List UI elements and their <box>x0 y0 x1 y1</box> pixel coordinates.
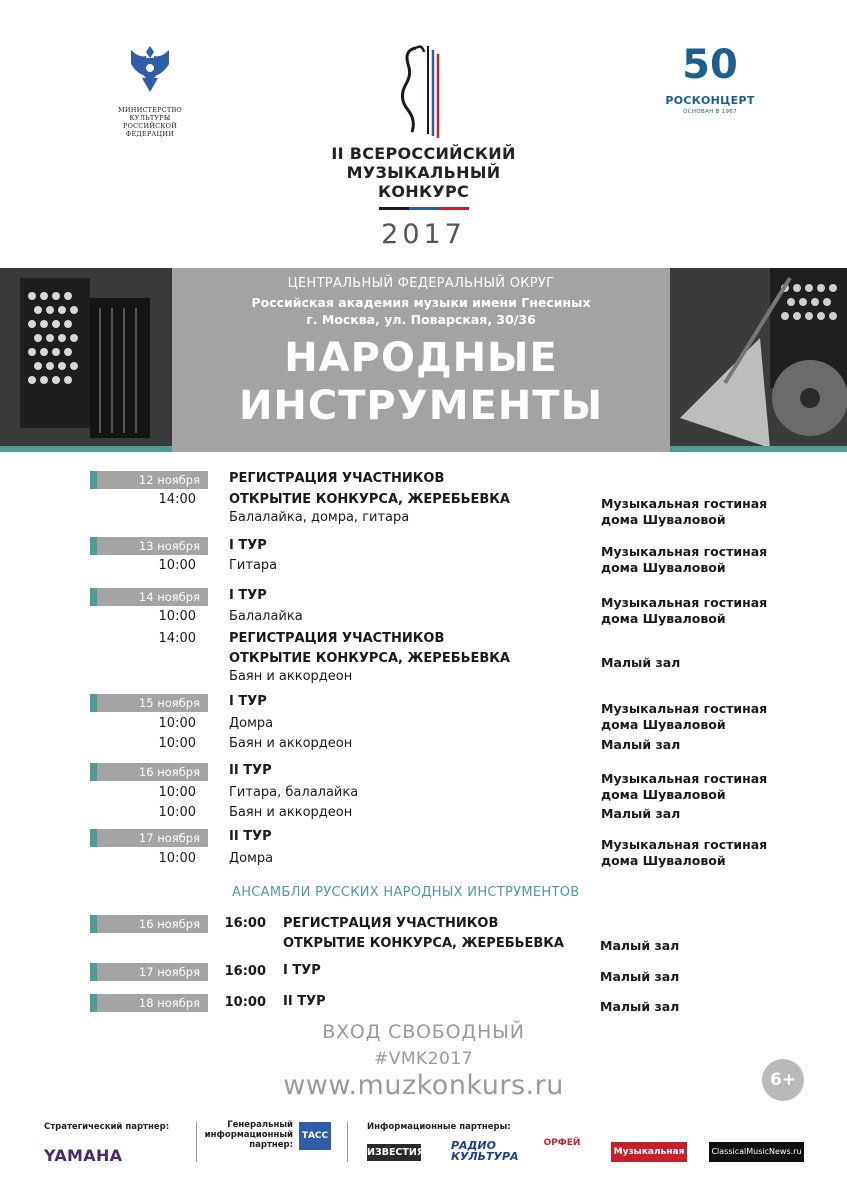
location: Малый зал <box>600 999 680 1014</box>
location-line-1: Музыкальная гостиная <box>601 701 768 716</box>
banner-title-panel <box>172 268 670 452</box>
location <box>601 544 767 575</box>
location-line-1: Музыкальная гостиная <box>601 837 768 852</box>
event-detail: Балалайка, домра, гитара <box>229 510 410 525</box>
event-detail: Домра <box>229 851 274 866</box>
location-line-2: дома Шуваловой <box>601 610 726 626</box>
classical-music-news-logo: ClassicalMusicNews.ru <box>709 1142 804 1162</box>
banner-strip-right <box>670 446 847 452</box>
event: I ТУР <box>229 588 267 603</box>
ministry-logo <box>100 40 200 138</box>
muzykalnaya-zhizn-logo: Музыкальная жизнь <box>611 1142 687 1162</box>
rosconcert-logo <box>660 42 760 115</box>
contest-year: 2017 <box>381 219 466 250</box>
location <box>601 837 767 868</box>
event-detail: Домра <box>229 716 274 731</box>
event: ОТКРЫТИЕ КОНКУРСА, ЖЕРЕБЬЕВКА <box>229 651 510 666</box>
event-time: 16:00 <box>224 964 266 979</box>
date-label: 14 ноября <box>90 588 208 606</box>
location: Малый зал <box>601 655 681 670</box>
event-time: 16:00 <box>224 916 266 931</box>
location <box>601 771 767 802</box>
radio-kultura-logo <box>451 1140 519 1162</box>
banner-strip-left <box>0 446 172 452</box>
event-detail: Баян и аккордеон <box>229 736 353 751</box>
event: I ТУР <box>283 963 321 978</box>
location: Малый зал <box>600 938 680 953</box>
category-title-line-2: ИНСТРУМЕНТЫ <box>238 383 604 429</box>
venue: Российская академия музыки имени Гнесиных <box>251 295 591 310</box>
tass-logo: ТАСС <box>299 1122 331 1150</box>
radio-kultura-line-1: РАДИО <box>451 1139 496 1152</box>
event-time: 10:00 <box>224 995 266 1010</box>
event: I ТУР <box>229 538 267 553</box>
event: ОТКРЫТИЕ КОНКУРСА, ЖЕРЕБЬЕВКА <box>283 936 564 951</box>
ensembles-title: АНСАМБЛИ РУССКИХ НАРОДНЫХ ИНСТРУМЕНТОВ <box>232 885 580 900</box>
yamaha-logo: YAMAHA <box>44 1146 123 1165</box>
double-headed-eagle-icon <box>127 40 173 96</box>
location-line-1: Музыкальная гостиная <box>601 771 768 786</box>
general-partner-label-2: информационный <box>204 1130 293 1140</box>
rosconcert-name: РОСКОНЦЕРТ <box>665 94 755 107</box>
contest-title-line-1: II ВСЕРОССИЙСКИЙ <box>331 144 516 163</box>
event-time: 10:00 <box>158 805 196 820</box>
date-label: 16 ноября <box>90 763 208 781</box>
event: РЕГИСТРАЦИЯ УЧАСТНИКОВ <box>283 916 499 931</box>
orfei-logo: ОРФЕЙ <box>543 1138 581 1148</box>
date-label: 12 ноября <box>90 471 208 489</box>
event-time: 10:00 <box>158 716 196 731</box>
district: ЦЕНТРАЛЬНЫЙ ФЕДЕРАЛЬНЫЙ ОКРУГ <box>287 276 555 291</box>
location-line-2: дома Шуваловой <box>601 716 726 732</box>
location-line-1: Музыкальная гостиная <box>601 544 768 559</box>
location-line-1: Музыкальная гостиная <box>601 595 768 610</box>
website-link[interactable]: www.muzkonkurs.ru <box>283 1070 564 1101</box>
location <box>601 595 767 626</box>
tricolor-bar <box>379 207 469 210</box>
strategic-partner-label: Стратегический партнер: <box>44 1122 170 1132</box>
location <box>601 701 767 732</box>
location-line-2: дома Шуваловой <box>601 559 726 575</box>
event-time: 10:00 <box>158 736 196 751</box>
age-rating-badge: 6+ <box>762 1059 804 1101</box>
divider <box>196 1122 197 1162</box>
category-title <box>172 334 670 430</box>
ministry-line-2: РОССИЙСКОЙ ФЕДЕРАЦИИ <box>123 122 177 138</box>
event-detail: Балалайка <box>229 609 303 624</box>
event-time: 10:00 <box>158 785 196 800</box>
date-label: 17 ноября <box>90 963 208 981</box>
accordion-photo <box>0 268 172 452</box>
event: II ТУР <box>229 763 272 778</box>
balalaika-photo <box>670 268 847 452</box>
event-time: 10:00 <box>158 851 196 866</box>
event-time: 10:00 <box>158 558 196 573</box>
location-line-2: дома Шуваловой <box>601 786 726 802</box>
location-line-2: дома Шуваловой <box>601 852 726 868</box>
hashtag: #VMK2017 <box>374 1049 473 1069</box>
izvestia-logo: ИЗВЕСТИЯ <box>367 1144 421 1161</box>
event-detail: Гитара <box>229 558 278 573</box>
date-label: 15 ноября <box>90 694 208 712</box>
divider <box>347 1122 348 1162</box>
date-label: 16 ноября <box>90 915 208 933</box>
rosconcert-since: ОСНОВАН В 1967 <box>683 109 737 115</box>
location: Малый зал <box>601 737 681 752</box>
event-detail: Баян и аккордеон <box>229 805 353 820</box>
banner <box>0 268 847 452</box>
location: Малый зал <box>601 806 681 821</box>
radio-kultura-line-2: КУЛЬТУРА <box>451 1150 519 1163</box>
category-title-line-1: НАРОДНЫЕ <box>284 335 558 381</box>
event-detail: Баян и аккордеон <box>229 669 353 684</box>
location-line-2: дома Шуваловой <box>601 511 726 527</box>
rosconcert-number: 50 <box>682 42 738 88</box>
date-label: 13 ноября <box>90 537 208 555</box>
violin-logo-icon <box>394 40 454 140</box>
event-time: 10:00 <box>158 609 196 624</box>
contest-title-line-2: МУЗЫКАЛЬНЫЙ <box>346 163 501 182</box>
address: г. Москва, ул. Поварская, 30/36 <box>306 312 536 327</box>
accordion-icon <box>0 268 172 452</box>
general-partner-label-3: партнер: <box>249 1140 293 1150</box>
event: II ТУР <box>229 829 272 844</box>
date-label: 17 ноября <box>90 829 208 847</box>
event: II ТУР <box>283 994 326 1009</box>
location-line-1: Музыкальная гостиная <box>601 496 768 511</box>
location <box>601 496 767 527</box>
event-detail: Гитара, балалайка <box>229 785 359 800</box>
date-label: 18 ноября <box>90 994 208 1012</box>
general-partner-label-1: Генеральный <box>227 1120 293 1130</box>
event: I ТУР <box>229 694 267 709</box>
event-time: 14:00 <box>158 631 196 646</box>
event: РЕГИСТРАЦИЯ УЧАСТНИКОВ <box>229 631 445 646</box>
event: РЕГИСТРАЦИЯ УЧАСТНИКОВ <box>229 471 445 486</box>
free-entry: ВХОД СВОБОДНЫЙ <box>322 1021 525 1043</box>
general-partner-label <box>200 1120 293 1150</box>
info-partners-label: Информационные партнеры: <box>367 1122 511 1132</box>
balalaika-icon <box>670 268 847 452</box>
contest-title-line-3: КОНКУРС <box>377 182 470 201</box>
location: Малый зал <box>600 969 680 984</box>
contest-logo <box>300 40 547 250</box>
event: ОТКРЫТИЕ КОНКУРСА, ЖЕРЕБЬЕВКА <box>229 492 510 507</box>
event-time: 14:00 <box>158 492 196 507</box>
ministry-line-1: МИНИСТЕРСТВО КУЛЬТУРЫ <box>118 106 182 122</box>
